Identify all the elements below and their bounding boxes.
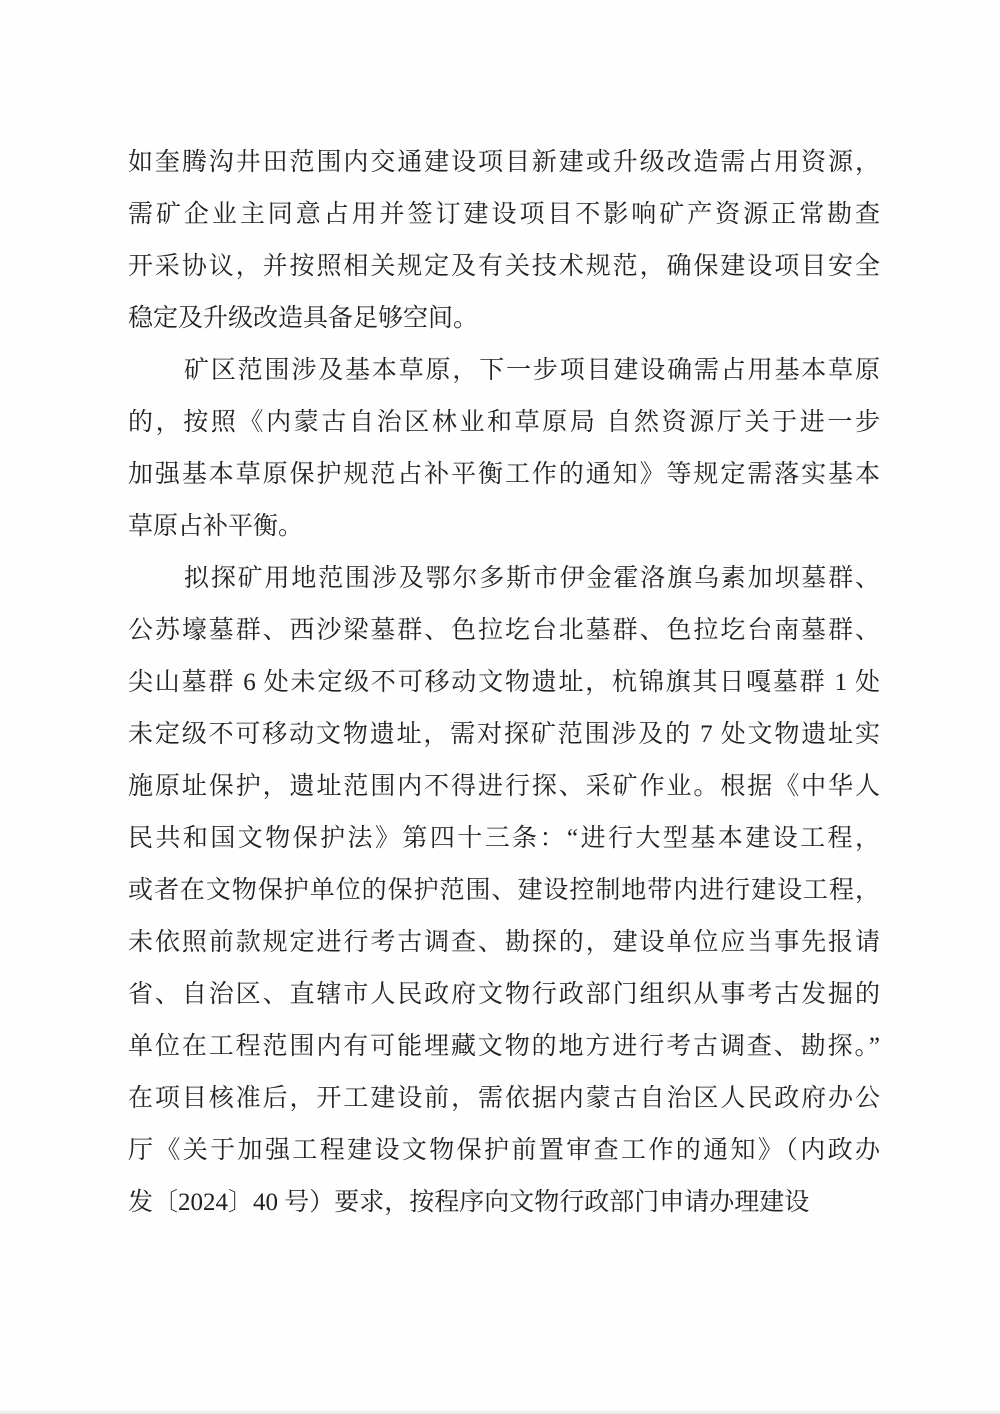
text-line: 省、自治区、直辖市人民政府文物行政部门组织从事考古发掘的 xyxy=(128,981,880,1008)
text-line: 厅《关于加强工程建设文物保护前置审查工作的通知》（内政办 xyxy=(128,1137,880,1164)
text-line: 拟探矿用地范围涉及鄂尔多斯市伊金霍洛旗乌素加坝墓群、 xyxy=(184,565,880,592)
text-line: 未依照前款规定进行考古调查、勘探的，建设单位应当事先报请 xyxy=(128,929,880,956)
text-line: 公苏壕墓群、西沙梁墓群、色拉圪台北墓群、色拉圪台南墓群、 xyxy=(128,617,880,644)
text-line: 加强基本草原保护规范占补平衡工作的通知》等规定需落实基本 xyxy=(128,461,880,488)
text-line: 发〔2024〕40 号）要求，按程序向文物行政部门申请办理建设 xyxy=(128,1189,810,1216)
text-line: 如奎腾沟井田范围内交通建设项目新建或升级改造需占用资源， xyxy=(128,149,880,176)
text-line: 民共和国文物保护法》第四十三条：“进行大型基本建设工程， xyxy=(128,825,880,852)
text-line: 未定级不可移动文物遗址，需对探矿范围涉及的 7 处文物遗址实 xyxy=(128,721,880,748)
document-text-block xyxy=(128,137,880,1229)
text-line: 在项目核准后，开工建设前，需依据内蒙古自治区人民政府办公 xyxy=(128,1085,880,1112)
text-line: 单位在工程范围内有可能埋藏文物的地方进行考古调查、勘探。” xyxy=(128,1033,880,1060)
text-line: 施原址保护，遗址范围内不得进行探、采矿作业。根据《中华人 xyxy=(128,773,880,800)
text-line: 开采协议，并按照相关规定及有关技术规范，确保建设项目安全 xyxy=(128,253,880,280)
text-line: 或者在文物保护单位的保护范围、建设控制地带内进行建设工程， xyxy=(128,877,880,904)
text-line: 的，按照《内蒙古自治区林业和草原局 自然资源厅关于进一步 xyxy=(128,409,880,436)
text-line: 尖山墓群 6 处未定级不可移动文物遗址，杭锦旗其日嘎墓群 1 处 xyxy=(128,669,880,696)
text-line: 草原占补平衡。 xyxy=(128,513,304,540)
text-line: 稳定及升级改造具备足够空间。 xyxy=(128,305,479,332)
page-bottom-edge-shadow xyxy=(0,1409,1000,1414)
text-line: 矿区范围涉及基本草原，下一步项目建设确需占用基本草原 xyxy=(184,357,880,384)
text-line: 需矿企业主同意占用并签订建设项目不影响矿产资源正常勘查 xyxy=(128,201,880,228)
